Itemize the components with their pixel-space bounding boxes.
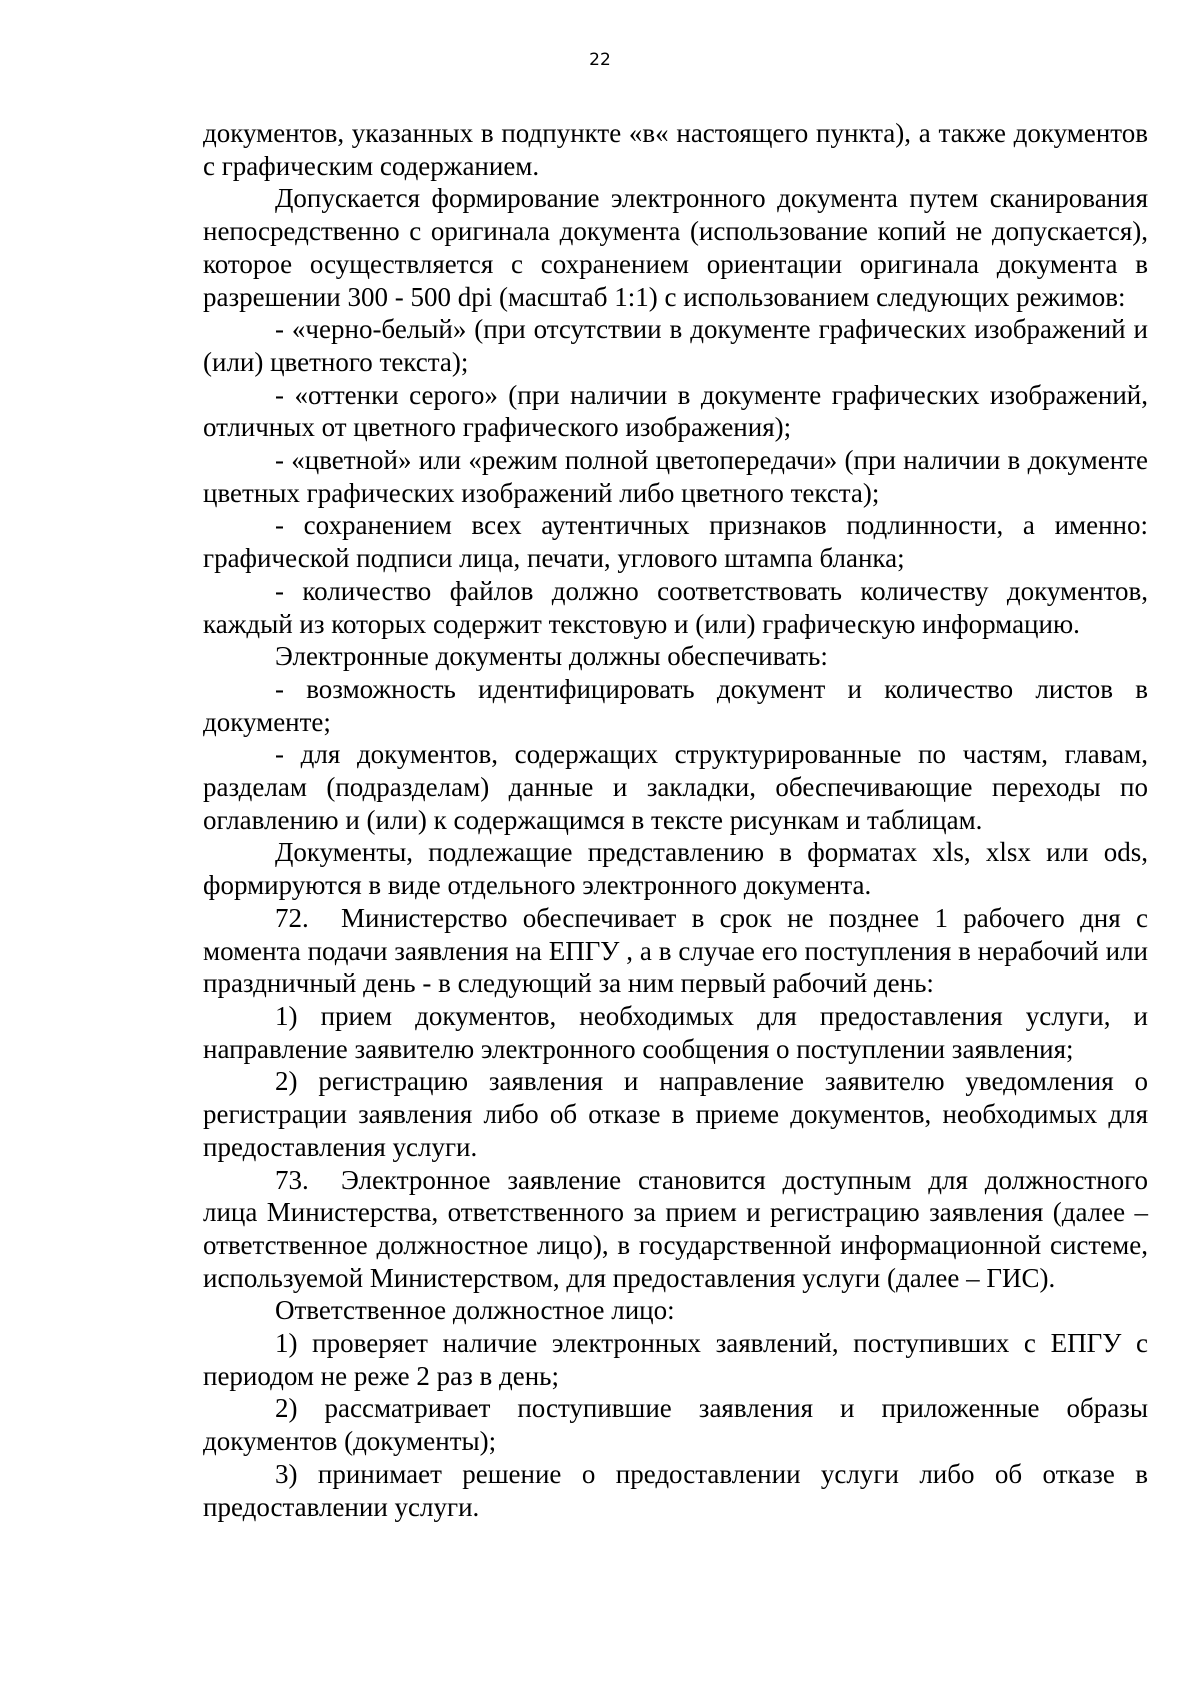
list-item: 3) принимает решение о предоставлении услуги либо об отказе в предоставлении услуги. — [203, 1458, 1148, 1522]
page-number: 22 — [589, 50, 611, 70]
list-item: - количество файлов должно соответствовать количеству документов, каждый из которых содержит текстовую и (или) графическую информацию. — [203, 575, 1148, 639]
list-item: - «оттенки серого» (при наличии в документе графических изображений, отличных от цветного графического изображения); — [203, 379, 1148, 443]
numbered-clause-72 — [203, 902, 1148, 1000]
clause-number: 73. — [275, 1164, 309, 1195]
list-item: - возможность идентифицировать документ и количество листов в документе; — [203, 673, 1148, 737]
list-item: 2) рассматривает поступившие заявления и приложенные образы документов (документы); — [203, 1393, 1148, 1457]
paragraph: Допускается формирование электронного документа путем сканирования непосредственно с оригинала документа (использование копий не допускается), которое осуществляется с сохранением ориентации оригинала документа в разрешении 300 - 500 dpi (масштаб 1:1) с использованием следующих режимов: — [203, 183, 1148, 312]
paragraph: Электронные документы должны обеспечивать: — [275, 641, 828, 672]
paragraph: Документы, подлежащие представлению в форматах xls, xlsx или ods, формируются в виде отдельного электронного документа. — [203, 837, 1148, 901]
list-item: 1) проверяет наличие электронных заявлений, поступивших с ЕПГУ с периодом не реже 2 раз в день; — [203, 1328, 1148, 1391]
list-item: - «цветной» или «режим полной цветопередачи» (при наличии в документе цветных графических изображений либо цветного текста); — [203, 445, 1148, 508]
paragraph: документов, указанных в подпункте «в« настоящего пункта), а также документов с графическим содержанием. — [203, 118, 1148, 181]
clause-text: Электронное заявление становится доступным для должностного лица Министерства, ответственного за прием и регистрацию заявления (далее – ответственное должностное лицо), в государственной информационной системе, используемой Министерством, для предоставления услуги (далее – ГИС). — [203, 1164, 1148, 1293]
list-item: - для документов, содержащих структурированные по частям, главам, разделам (подразделам) данные и закладки, обеспечивающие переходы по оглавлению и (или) к содержащимся в тексте рисункам и таблицам. — [203, 739, 1148, 835]
document-body — [203, 117, 1148, 1523]
list-item: 1) прием документов, необходимых для предоставления услуги, и направление заявителю электронного сообщения о поступлении заявления; — [203, 1000, 1148, 1064]
clause-text: Министерство обеспечивает в срок не позднее 1 рабочего дня с момента подачи заявления на ЕПГУ , а в случае его поступления в нерабочий или праздничный день - в следующий за ним первый рабочий день: — [203, 902, 1148, 999]
numbered-clause-73 — [203, 1164, 1148, 1295]
list-item: - сохранением всех аутентичных признаков подлинности, а именно: графической подписи лица, печати, углового штампа бланка; — [203, 510, 1148, 574]
clause-number: 72. — [275, 902, 309, 933]
paragraph: Ответственное должностное лицо: — [275, 1295, 675, 1326]
list-item: 2) регистрацию заявления и направление заявителю уведомления о регистрации заявления либо об отказе в приеме документов, необходимых для предоставления услуги. — [203, 1066, 1148, 1162]
list-item: - «черно-белый» (при отсутствии в документе графических изображений и (или) цветного текста); — [203, 314, 1148, 377]
